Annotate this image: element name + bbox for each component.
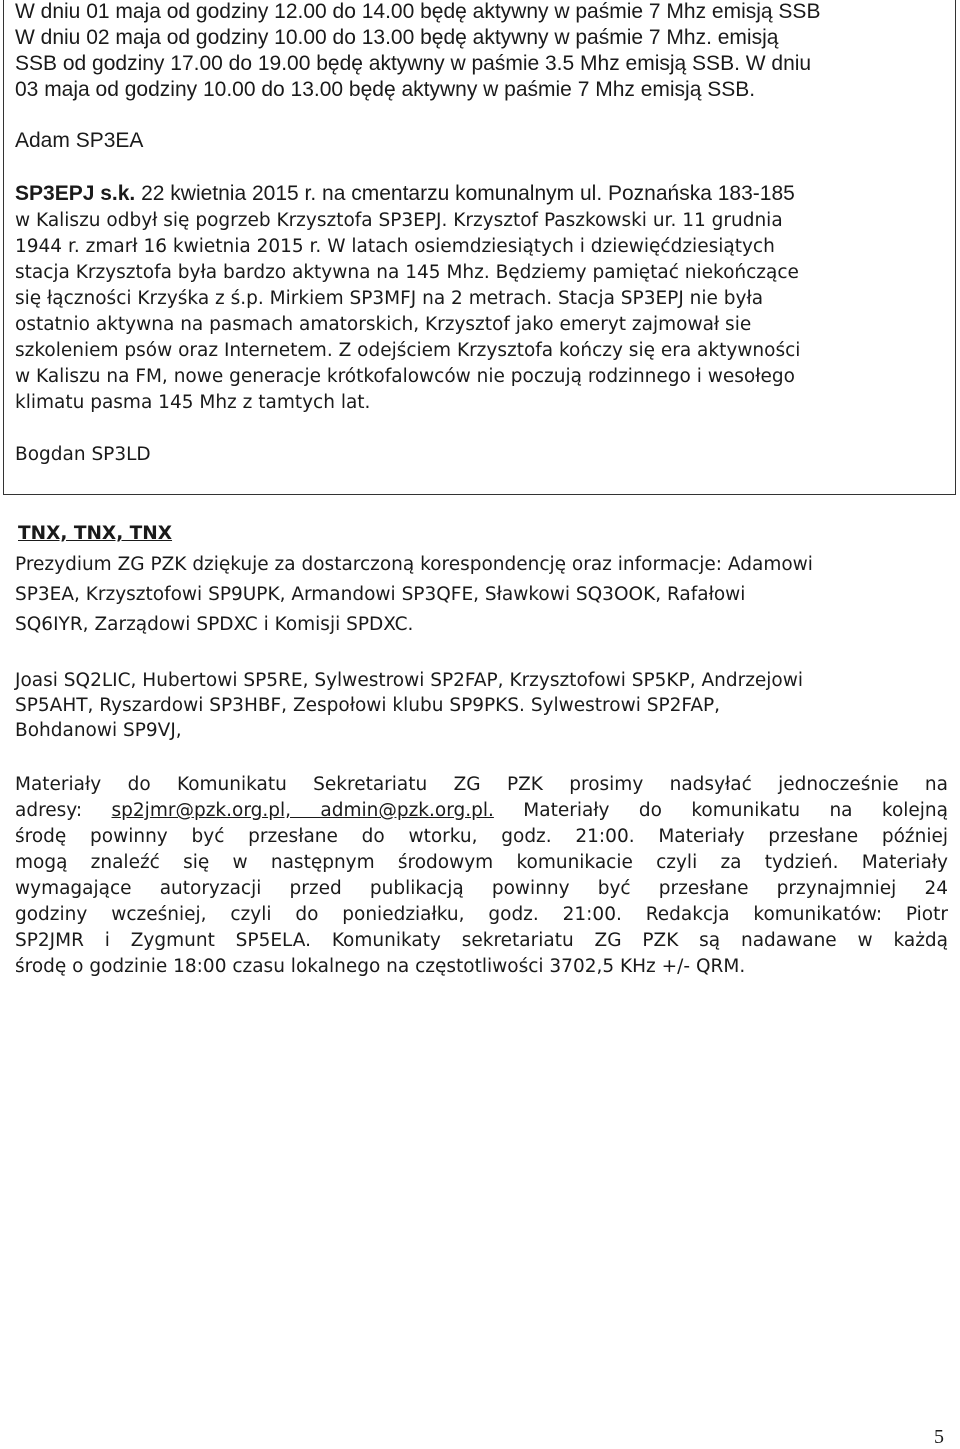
obituary-signature: Bogdan SP3LD [15,444,151,465]
obituary-line: w Kaliszu odbył się pogrzeb Krzysztofa SP3EPJ. Krzysztof Paszkowski ur. 11 grudnia [15,210,783,231]
materials-line: wymagające autoryzacji przed publikacją powinny być przesłane przynajmniej 24 [15,878,948,899]
obituary-line: stacja Krzysztofa była bardzo aktywna na 145 Mhz. Będziemy pamiętać niekończące [15,262,799,283]
materials-suffix: Materiały do komunikatu na kolejną [493,800,948,821]
materials-line: mogą znaleźć się w następnym środowym komunikacie czyli za tydzień. Materiały [15,852,948,873]
thanks-line: SQ6IYR, Zarządowi SPDXC i Komisji SPDXC. [15,614,414,635]
thanks-line: Bohdanowi SP9VJ, [15,720,182,741]
obituary-line: 1944 r. zmarł 16 kwietnia 2015 r. W latach osiemdziesiątych i dziewięćdziesiątych [15,236,775,257]
thanks-line: Joasi SQ2LIC, Hubertowi SP5RE, Sylwestrowi SP2FAP, Krzysztofowi SP5KP, Andrzejowi [15,670,804,691]
email-link[interactable]: sp2jmr@pzk.org.pl, admin@pzk.org.pl. [111,800,494,821]
intro-line: SSB od godziny 17.00 do 19.00 będę aktywny w paśmie 3.5 Mhz emisją SSB. W dniu [15,52,812,75]
obituary-line: klimatu pasma 145 Mhz z tamtych lat. [15,392,371,413]
thanks-line: Prezydium ZG PZK dziękuje za dostarczoną korespondencję oraz informacje: Adamowi [15,554,813,575]
intro-signature: Adam SP3EA [15,129,144,152]
intro-line: W dniu 01 maja od godziny 12.00 do 14.00 będę aktywny w paśmie 7 Mhz emisją SSB [15,0,821,23]
materials-line: SP2JMR i Zygmunt SP5ELA. Komunikaty sekretariatu ZG PZK są nadawane w każdą [15,930,948,951]
materials-line: środę o godzinie 18:00 czasu lokalnego na częstotliwości 3702,5 KHz +/- QRM. [15,956,746,977]
materials-prefix: adresy: [15,800,112,821]
thanks-heading: TNX, TNX, TNX [18,523,173,544]
materials-line: godziny wcześniej, czyli do poniedziałku, godz. 21:00. Redakcja komunikatów: Piotr [15,904,948,925]
intro-line: W dniu 02 maja od godziny 10.00 do 13.00 będę aktywny w paśmie 7 Mhz. emisją [15,26,779,49]
callsign-bold: SP3EPJ s.k. [15,182,136,205]
obituary-line: ostatnio aktywna na pasmach amatorskich, Krzysztof jako emeryt zajmował sie [15,314,752,335]
materials-line-with-link [15,798,948,824]
obituary-line: szkoleniem psów oraz Internetem. Z odejściem Krzysztofa kończy się era aktywności [15,340,801,361]
thanks-line: SP3EA, Krzysztofowi SP9UPK, Armandowi SP3QFE, Sławkowi SQ3OOK, Rafałowi [15,584,746,605]
thanks-line: SP5AHT, Ryszardowi SP3HBF, Zespołowi klubu SP9PKS. Sylwestrowi SP2FAP, [15,695,721,716]
obituary-line: w Kaliszu na FM, nowe generacje krótkofalowców nie poczują rodzinnego i wesołego [15,366,795,387]
obituary-lead [15,181,795,207]
materials-line: środę powinny być przesłane do wtorku, godz. 21:00. Materiały przesłane później [15,826,948,847]
intro-line: 03 maja od godziny 10.00 do 13.00 będę aktywny w paśmie 7 Mhz emisją SSB. [15,78,756,101]
obituary-line: się łączności Krzyśka z ś.p. Mirkiem SP3MFJ na 2 metrach. Stacja SP3EPJ nie była [15,288,764,309]
page-number: 5 [934,1426,944,1448]
materials-line: Materiały do Komunikatu Sekretariatu ZG PZK prosimy nadsyłać jednocześnie na [15,774,948,795]
obituary-lead-text: 22 kwietnia 2015 r. na cmentarzu komunalnym ul. Poznańska 183-185 [135,182,795,205]
